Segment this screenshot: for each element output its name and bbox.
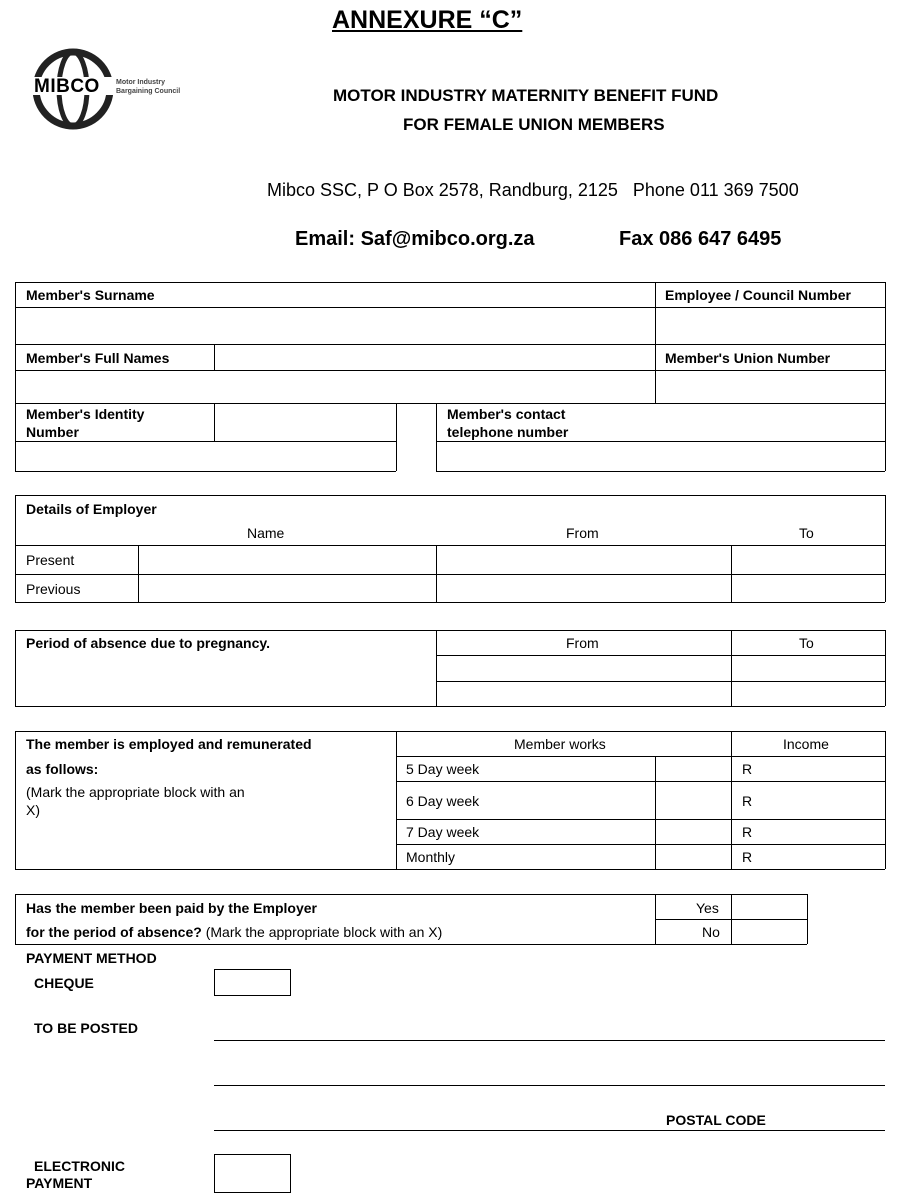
absence-from-field-2[interactable] bbox=[437, 682, 730, 706]
works-6-day-mark[interactable] bbox=[656, 782, 730, 819]
postal-code-label: POSTAL CODE bbox=[666, 1112, 766, 1128]
col-income: Income bbox=[783, 736, 829, 752]
identity-label-line2: Number bbox=[26, 424, 79, 440]
income-5-day-currency: R bbox=[742, 761, 753, 777]
income-7-day-field[interactable] bbox=[756, 820, 884, 844]
absence-col-from: From bbox=[566, 635, 599, 651]
works-6-day-label: 6 Day week bbox=[406, 793, 480, 809]
income-6-day-field[interactable] bbox=[756, 782, 884, 819]
employer-section-title: Details of Employer bbox=[26, 501, 157, 517]
paid-question-line2-note: (Mark the appropriate block with an X) bbox=[201, 924, 443, 940]
employer-row-previous: Previous bbox=[26, 581, 81, 597]
remuneration-label-line1: The member is employed and remunerated bbox=[26, 736, 312, 752]
payment-method-title: PAYMENT METHOD bbox=[26, 950, 157, 966]
works-5-day-mark[interactable] bbox=[656, 757, 730, 781]
logo-text: MIBCO bbox=[34, 76, 100, 97]
council-number-label: Employee / Council Number bbox=[665, 287, 851, 303]
council-number-field[interactable] bbox=[656, 308, 884, 344]
income-5-day-field[interactable] bbox=[756, 757, 884, 781]
contact-label-line1: Member's contact bbox=[447, 406, 566, 422]
fund-title-line1: MOTOR INDUSTRY MATERNITY BENEFIT FUND bbox=[333, 86, 719, 105]
surname-label: Member's Surname bbox=[26, 287, 155, 303]
mibco-logo bbox=[30, 48, 200, 130]
absence-from-field-1[interactable] bbox=[437, 656, 730, 681]
paid-question-line2-bold: for the period of absence? bbox=[26, 924, 202, 940]
union-number-field[interactable] bbox=[656, 371, 884, 403]
contact-email: Email: Saf@mibco.org.za bbox=[295, 228, 535, 250]
absence-col-to: To bbox=[799, 635, 814, 651]
paid-no-label: No bbox=[702, 924, 720, 940]
absence-to-field-1[interactable] bbox=[732, 656, 884, 681]
annexure-title: ANNEXURE “C” bbox=[332, 6, 523, 34]
col-member-works: Member works bbox=[514, 736, 606, 752]
logo-subtext-1: Motor Industry bbox=[116, 79, 165, 86]
remuneration-label-line2: as follows: bbox=[26, 761, 99, 777]
postal-address-line-2[interactable] bbox=[214, 1085, 885, 1086]
remuneration-note-line2: X) bbox=[26, 802, 40, 818]
income-6-day-currency: R bbox=[742, 793, 753, 809]
income-7-day-currency: R bbox=[742, 824, 753, 840]
present-employer-from-field[interactable] bbox=[437, 546, 730, 574]
works-monthly-mark[interactable] bbox=[656, 845, 730, 869]
electronic-payment-label-line1: ELECTRONIC bbox=[34, 1158, 125, 1174]
contact-telephone-field[interactable] bbox=[437, 442, 884, 471]
employer-col-from: From bbox=[566, 525, 599, 541]
works-5-day-label: 5 Day week bbox=[406, 761, 480, 777]
cheque-label: CHEQUE bbox=[34, 975, 94, 991]
contact-fax: Fax 086 647 6495 bbox=[619, 228, 782, 250]
paid-yes-checkbox[interactable] bbox=[732, 895, 806, 919]
employer-col-to: To bbox=[799, 525, 814, 541]
postal-address-line-3[interactable] bbox=[214, 1130, 885, 1131]
cheque-checkbox[interactable] bbox=[214, 969, 291, 996]
logo-subtext-2: Bargaining Council bbox=[116, 88, 181, 95]
remuneration-note-line1: (Mark the appropriate block with an bbox=[26, 784, 245, 800]
paid-question-line1: Has the member been paid by the Employer bbox=[26, 900, 317, 916]
previous-employer-name-field[interactable] bbox=[139, 575, 435, 602]
full-names-field[interactable] bbox=[16, 371, 654, 403]
paid-question-line2 bbox=[26, 924, 442, 940]
identity-number-field[interactable] bbox=[16, 442, 395, 471]
paid-yes-label: Yes bbox=[696, 900, 719, 916]
present-employer-to-field[interactable] bbox=[732, 546, 884, 574]
income-monthly-field[interactable] bbox=[756, 845, 884, 869]
employer-row-present: Present bbox=[26, 552, 75, 568]
works-7-day-label: 7 Day week bbox=[406, 824, 480, 840]
previous-employer-to-field[interactable] bbox=[732, 575, 884, 602]
full-names-label: Member's Full Names bbox=[26, 350, 170, 366]
contact-address: Mibco SSC, P O Box 2578, Randburg, 2125 Phone 011 369 7500 bbox=[267, 180, 799, 200]
absence-label: Period of absence due to pregnancy. bbox=[26, 635, 271, 651]
fund-title-line2: FOR FEMALE UNION MEMBERS bbox=[403, 115, 665, 134]
paid-no-checkbox[interactable] bbox=[732, 920, 806, 944]
union-number-label: Member's Union Number bbox=[665, 350, 831, 366]
works-monthly-label: Monthly bbox=[406, 849, 456, 865]
electronic-payment-checkbox[interactable] bbox=[214, 1154, 291, 1193]
employer-col-name: Name bbox=[247, 525, 285, 541]
present-employer-name-field[interactable] bbox=[139, 546, 435, 574]
absence-to-field-2[interactable] bbox=[732, 682, 884, 706]
to-be-posted-label: TO BE POSTED bbox=[34, 1020, 138, 1036]
postal-address-line-1[interactable] bbox=[214, 1040, 885, 1041]
contact-label-line2: telephone number bbox=[447, 424, 569, 440]
surname-field[interactable] bbox=[16, 308, 654, 344]
electronic-payment-label-line2: PAYMENT bbox=[26, 1175, 93, 1191]
identity-label-line1: Member's Identity bbox=[26, 406, 145, 422]
works-7-day-mark[interactable] bbox=[656, 820, 730, 844]
full-names-field-top[interactable] bbox=[215, 345, 654, 370]
income-monthly-currency: R bbox=[742, 849, 753, 865]
previous-employer-from-field[interactable] bbox=[437, 575, 730, 602]
identity-number-field-top[interactable] bbox=[215, 404, 395, 441]
